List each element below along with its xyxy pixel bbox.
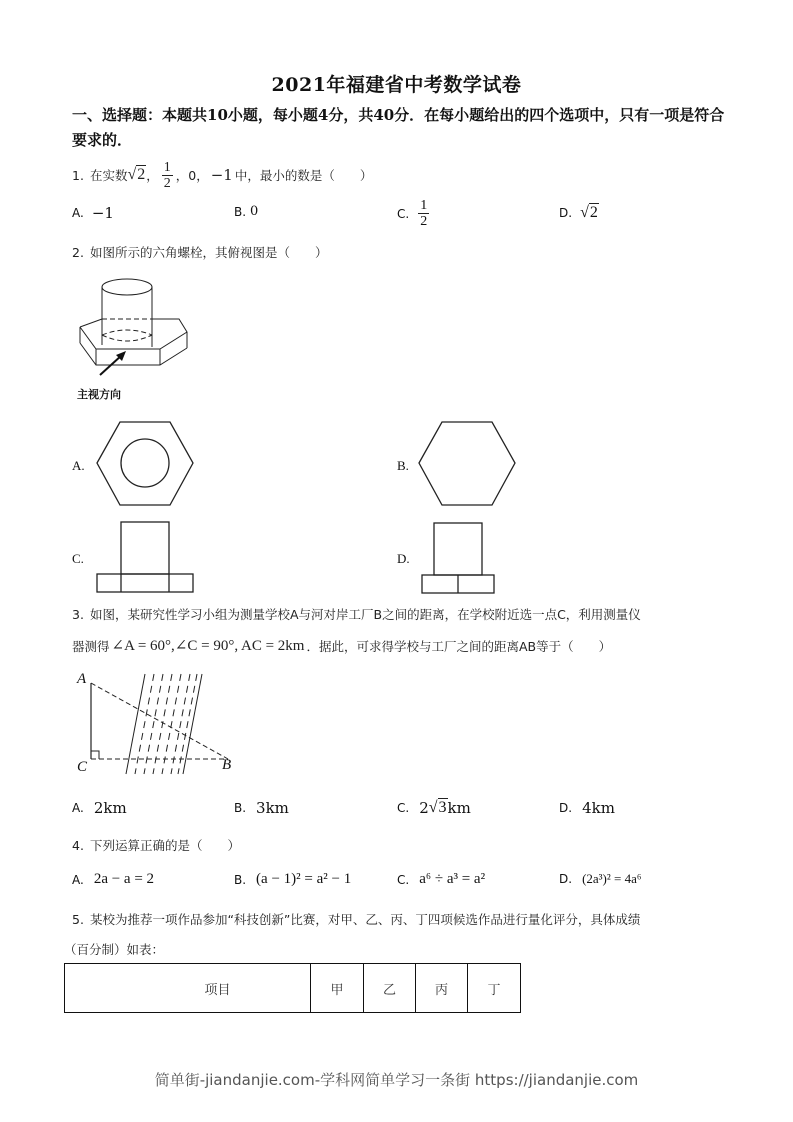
hex-bolt-figure	[72, 275, 192, 385]
option-d-front-view-figure[interactable]	[421, 521, 497, 595]
option-label: C.	[397, 801, 410, 815]
denominator: 2	[163, 175, 171, 191]
option-label: C.	[397, 206, 410, 221]
question-4-stem	[72, 836, 240, 854]
radicand: 2	[589, 204, 598, 221]
question-4-option-a[interactable]	[72, 871, 154, 888]
stem-text: ．据此，可求得学校与工厂之间的距离AB等于（ ）	[306, 638, 612, 654]
table-header-cell-ding: 丁	[468, 964, 521, 1013]
question-number: 3.	[72, 607, 84, 622]
table-header-cell-jia: 甲	[311, 964, 364, 1013]
option-d-label[interactable]: D.	[397, 551, 410, 566]
option-value: 0	[250, 204, 259, 219]
question-number: 1.	[72, 167, 84, 183]
option-a-hexagon-circle-figure[interactable]	[95, 420, 195, 508]
footer-watermark: 简单街-jiandanjie.com-学科网简单学习一条街 https://jiandanjie.com	[154, 1071, 639, 1089]
question-number: 5.	[72, 912, 84, 927]
question-3-stem-line2	[72, 636, 611, 655]
question-3-option-a[interactable]	[72, 799, 127, 817]
question-3-option-c[interactable]	[397, 799, 471, 817]
stem-text: 如图所示的六角螺栓，其俯视图是（ ）	[89, 245, 328, 260]
question-4-option-b[interactable]	[234, 871, 351, 888]
point-b-label: B	[222, 757, 232, 773]
stem-text: 如图，某研究性学习小组为测量学校A与河对岸工厂B之间的距离，在学校附近选一点C，利用测量仪	[89, 607, 641, 622]
option-label: D.	[559, 801, 573, 815]
fraction	[418, 198, 429, 229]
option-d[interactable]	[559, 204, 599, 222]
option-c[interactable]	[397, 198, 432, 229]
stem-text: 在实数	[89, 168, 128, 183]
stem-text: 某校为推荐一项作品参加“科技创新”比赛，对甲、乙、丙、丁四项候选作品进行量化评分，具体成绩	[89, 912, 641, 927]
coefficient: 2	[419, 799, 429, 817]
table-header-cell-yi: 乙	[364, 964, 416, 1013]
option-label: B.	[234, 872, 247, 887]
question-5-stem-line1	[72, 910, 640, 928]
option-b[interactable]	[234, 204, 258, 219]
question-1-options	[72, 198, 732, 232]
math-value: −1	[210, 166, 233, 184]
option-b-hexagon-figure[interactable]	[417, 420, 517, 508]
option-value: −1	[91, 204, 114, 222]
option-value: 2km	[93, 799, 127, 817]
scores-table	[64, 963, 521, 1013]
option-label: B.	[234, 801, 247, 815]
option-label: A.	[72, 801, 84, 815]
question-4-option-d[interactable]	[559, 871, 641, 887]
question-1-stem	[72, 160, 372, 190]
comma: ，	[146, 168, 159, 183]
stem-text: 中，最小的数是（ ）	[234, 168, 373, 183]
sqrt-expression: √2	[127, 166, 146, 183]
unit: km	[447, 799, 471, 817]
sqrt-expression: √3	[428, 799, 447, 816]
triangle-river-figure	[72, 670, 242, 778]
question-3-option-b[interactable]	[234, 799, 289, 817]
question-4-option-c[interactable]	[397, 871, 485, 888]
stem-text: 器测得	[72, 638, 110, 654]
table-header-cell-bing: 丙	[416, 964, 468, 1013]
option-value: a⁶ ÷ a³ = a²	[419, 871, 486, 887]
option-label: D.	[559, 206, 573, 220]
table-header-row	[65, 964, 521, 1013]
option-c-front-view-figure[interactable]	[96, 521, 196, 595]
section-heading: 一、选择题：本题共10小题，每小题4分，共40分．在每小题给出的四个选项中，只有一项是符合要求的．	[72, 106, 725, 149]
option-label: A.	[72, 206, 84, 220]
math-expression: ∠A = 60°,∠C = 90°, AC = 2km	[111, 638, 305, 654]
option-a-label[interactable]: A.	[72, 458, 85, 473]
option-label: C.	[397, 872, 410, 887]
question-number: 4.	[72, 838, 84, 853]
option-label: A.	[72, 872, 84, 887]
question-number: 2.	[72, 245, 84, 260]
option-value: (2a³)² = 4a⁶	[582, 871, 642, 886]
radicand: 2	[137, 166, 146, 183]
point-c-label: C	[77, 759, 88, 775]
option-value: 3km	[256, 799, 289, 817]
option-value: 4km	[582, 799, 615, 817]
figure-caption: 主视方向	[77, 388, 121, 401]
option-b-label[interactable]: B.	[397, 458, 409, 473]
option-value: (a − 1)² = a² − 1	[256, 871, 352, 887]
option-value: 2a − a = 2	[93, 871, 155, 887]
question-2-stem	[72, 243, 327, 261]
stem-text: 下列运算正确的是（ ）	[89, 838, 240, 853]
fraction	[162, 160, 173, 191]
denominator: 2	[420, 214, 428, 229]
option-label: B.	[234, 204, 247, 219]
question-3-option-d[interactable]	[559, 799, 615, 817]
numerator: 1	[163, 159, 171, 175]
sqrt-expression: √2	[580, 204, 598, 221]
question-3-stem-line1	[72, 605, 641, 623]
stem-text: ，0，	[175, 168, 209, 183]
option-label: D.	[559, 872, 573, 886]
point-a-label: A	[77, 671, 87, 687]
radicand: 3	[438, 799, 447, 816]
option-c-label[interactable]: C.	[72, 551, 84, 566]
question-5-stem-line2: （百分制）如表：	[64, 942, 165, 957]
page-title: 2021年福建省中考数学试卷	[271, 74, 522, 96]
numerator: 1	[420, 198, 428, 213]
table-header-cell-item: 项目	[65, 964, 311, 1013]
option-a[interactable]	[72, 204, 114, 222]
